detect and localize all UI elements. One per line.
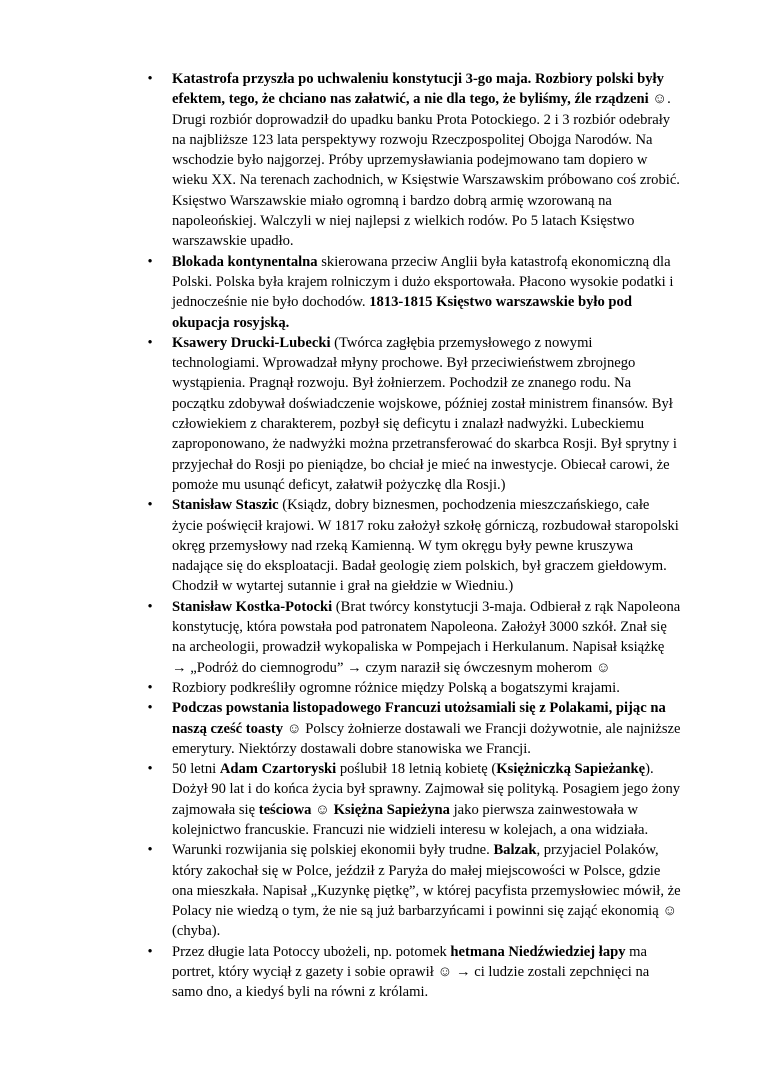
body-text: ☺. Drugi rozbiór doprowadził do upadku banku Prota Potockiego. 2 i 3 rozbiór odebrały na najbliższe 123 lata perspektywy rozwoju Rzeczpospolitej Obojga Narodów. Na wschodzie było najgorzej. Próby uprzemysławiania podejmowano tam dopiero w wieku XX. Na terenach zachodnich, w Księstwie Warszawskim próbowano coś zrobić. Księstwo Warszawskie miało ogromną i bardzo dobrą armię wzorowaną na napoleońskiej. Walczyli w niej najlepsi z wielkich rodów. Po 5 latach Księstwo warszawskie upadło. — [172, 91, 680, 250]
body-text: ma portret, który wyciął z gazety i sobie oprawił ☺ → ci ludzie zostali zepchnięci na samo dno, a kiedyś byli na równi z królami. — [172, 943, 650, 1001]
bold-text: 1813-1815 Księstwo warszawskie było pod okupacja rosyjską. — [172, 294, 632, 331]
body-text: (Ksiądz, dobry biznesmen, pochodzenia mieszczańskiego, całe życie poświęcił krajowi. W 1817 roku założył szkołę górniczą, rozbudował staropolski okręg przemysłowy nad rzeką Kamienną. W tym okręgu były pewne kruszywa nadające się do eksploatacji. Badał geologię ziem polskich, był graczem giełdowym. Chodził w wytartej sutannie i grał na giełdzie w Wiedniu.) — [172, 497, 679, 595]
bold-text: Balzak — [493, 842, 537, 859]
list-item — [147, 840, 682, 941]
bold-text: Podczas powstania listopadowego Francuzi utożsamiali się z Polakami, pijąc na naszą cześć toasty — [172, 700, 666, 737]
body-text: 50 letni — [172, 761, 220, 778]
list-item — [147, 252, 682, 333]
body-text: Rozbiory podkreśliły ogromne różnice między Polską a bogatszymi krajami. — [172, 679, 620, 696]
body-text: (Brat twórcy konstytucji 3-maja. Odbierał z rąk Napoleona konstytucję, która powstała pod patronatem Napoleona. Założył 3000 szkół. Znał się na archeologii, prowadził wykopaliska w Pompejach i Herkulanum. Napisał książkę → „Podróż do ciemnogrodu” → czym naraził się ówczesnym moherom ☺ — [172, 598, 681, 676]
body-text: poślubił 18 letnią kobietę ( — [336, 761, 497, 778]
body-text: Warunki rozwijania się polskiej ekonomii były trudne. — [172, 842, 494, 859]
bold-text: Ksawery Drucki-Lubecki — [172, 334, 331, 351]
bold-text: teściowa — [258, 801, 312, 818]
list-item — [147, 678, 682, 698]
body-text: , przyjaciel Polaków, który zakochał się w Polce, jeździł z Paryża do małej miejscowości w Polsce, gdzie ona mieszkała. Napisał „Kuzynkę piętkę”, w której pacyfista przemysłowiec mówił, że Polacy nie wiedzą o tym, że nie są już barbarzyńcami i powinni się zająć ekonomią ☺ (chyba). — [172, 842, 681, 940]
list-item — [147, 69, 682, 252]
bold-text: Księżniczką Sapieżankę — [496, 761, 646, 778]
bullet-icon: • — [147, 334, 153, 351]
bold-text: hetmana Niedźwiedziej łapy — [450, 943, 626, 960]
bullet-icon: • — [147, 679, 153, 696]
list-item — [147, 597, 682, 678]
list-item — [147, 942, 682, 1003]
bullet-icon: • — [147, 842, 153, 859]
body-text: skierowana przeciw Anglii była katastrofą ekonomiczną dla Polski. Polska była krajem rolniczym i dużo eksportowała. Płacono wysokie podatki i jednocześnie nie było dochodów. — [172, 253, 674, 311]
bold-text: Stanisław Staszic — [172, 497, 279, 514]
body-text: (Twórca zagłębia przemysłowego z nowymi technologiami. Wprowadzał młyny prochowe. Był przeciwieństwem zbrojnego wystąpienia. Pragnął rozwoju. Był żołnierzem. Pochodził ze znanego rodu. Na początku zdobywał doświadczenie wojskowe, później został ministrem finansów. Był człowiekiem z charakterem, pozbył się deficytu i znalazł nadwyżki. Lubeckiemu zaproponowano, że nadwyżki można przetransferować do skarbca Rosji. Był sprytny i przyjechał do Rosji po pieniądze, bo chciał je mieć na inwestycje. Obiecał carowi, że pomoże mu usunąć deficyt, załatwił pożyczkę dla Rosji.) — [172, 334, 677, 493]
list-item — [147, 759, 682, 840]
body-text: ). Dożył 90 lat i do końca życia był sprawny. Zajmował się polityką. Posagiem jego żony zajmowała się — [172, 761, 681, 818]
bullet-icon: • — [147, 71, 153, 87]
bullet-icon: • — [147, 761, 153, 778]
body-text: ☺ — [311, 801, 334, 818]
bold-text: Blokada kontynentalna — [172, 253, 318, 270]
list-item — [147, 698, 682, 759]
bullet-list — [147, 69, 682, 1003]
bullet-icon: • — [147, 497, 153, 514]
list-item — [147, 333, 682, 495]
bold-text: Księżna Sapieżyna — [333, 801, 450, 818]
body-text: jako pierwsza zainwestowała w kolejnictwo francuskie. Francuzi nie widzieli interesu w kolejach, a ona widziała. — [172, 801, 649, 838]
bullet-icon: • — [147, 943, 153, 960]
bold-text: Katastrofa przyszła po uchwaleniu konstytucji 3-go maja. Rozbiory polski były efektem, tego, że chciano nas załatwić, a nie dla tego, że byliśmy, źle rządzeni — [172, 71, 664, 108]
bold-text: Stanisław Kostka-Potocki — [172, 598, 333, 615]
bullet-icon: • — [147, 253, 153, 270]
body-text: Przez długie lata Potoccy ubożeli, np. potomek — [172, 943, 451, 960]
bullet-icon: • — [147, 700, 153, 717]
bold-text: Adam Czartoryski — [219, 761, 337, 778]
bullet-icon: • — [147, 598, 153, 615]
list-item — [147, 495, 682, 596]
body-text: ☺ Polscy żołnierze dostawali we Francji dożywotnie, ale najniższe emerytury. Niektórzy dostawali dobre stanowiska we Francji. — [172, 720, 681, 757]
